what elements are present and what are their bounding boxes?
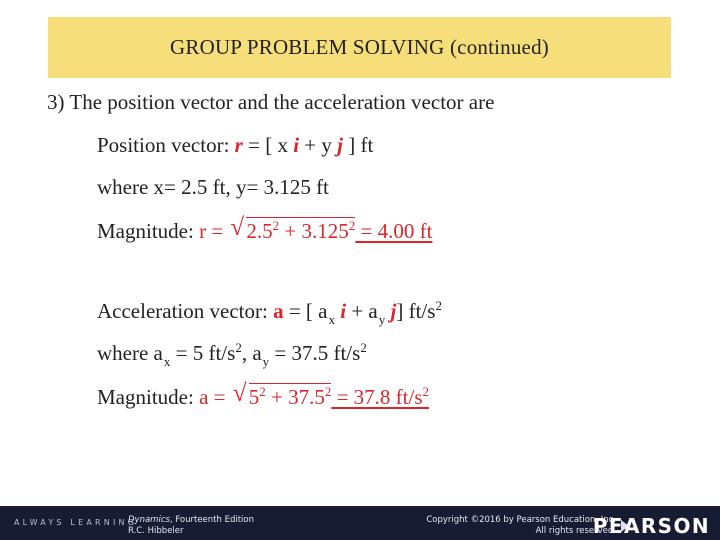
position-magnitude-expression: r = √ $2.5^2 + 3.125^2 = 4.00$ ft (199, 214, 433, 243)
acceleration-vector-line: Acceleration vector: a = [ $a_x$ $i + a_y$ j] $ft/s^2$ (97, 298, 442, 327)
position-vector-line: Position vector: r = [ x i + y j ] ft (97, 133, 374, 157)
copyright-notice: Copyright ©2016 by Pearson Education, Inc. All rights reserved. (426, 515, 616, 536)
position-magnitude-line: Magnitude: r = √ $2.5^2 + 3.125^2 = 4.00$ ft (97, 214, 433, 243)
position-radical: √ $2.5^2 + 3.125^2$ (230, 214, 356, 243)
a-vector-symbol: a (273, 299, 284, 323)
acceleration-radical: √ $5^2 + 37.5^2$ (232, 380, 332, 409)
always-learning-tagline: ALWAYS LEARNING (14, 518, 138, 527)
j-unit-vector: j (337, 133, 343, 157)
slide-title-banner (48, 17, 671, 78)
slide-title: GROUP PROBLEM SOLVING (continued) (170, 35, 549, 59)
acceleration-magnitude-line: Magnitude: a = √ $5^2 + 37.5^2 = 37.8$ $ft/s^2$ (97, 380, 430, 409)
pearson-logo: PEARSON (592, 514, 710, 538)
book-author: R.C. Hibbeler (128, 526, 184, 536)
i-unit-vector: i (340, 299, 347, 323)
footer-bar (0, 506, 720, 540)
r-vector-symbol: r (234, 133, 243, 157)
position-magnitude-result: = 4.00 ft (355, 219, 433, 243)
book-citation: Dynamics, Fourteenth Edition R.C. Hibbeler (128, 515, 255, 536)
acceleration-magnitude-expression: a = √ $5^2 + 37.5^2 = 37.8$ $ft/s^2$ (199, 380, 430, 409)
i-unit-vector: i (293, 133, 300, 157)
book-title: Dynamics (128, 515, 170, 525)
j-unit-vector: j (390, 299, 397, 323)
problem-intro: 3) The position vector and the acceleration vector are (47, 90, 495, 114)
position-where-line: where x= 2.5 ft, y= 3.125 ft (97, 175, 329, 199)
acceleration-where-line: where $a_x = 5$ $ft/s^2$, $a_y = 37.5$ $ft/s^2$ (97, 340, 367, 369)
acceleration-magnitude-result: = 37.8 $ft/s^2$ (331, 384, 430, 409)
